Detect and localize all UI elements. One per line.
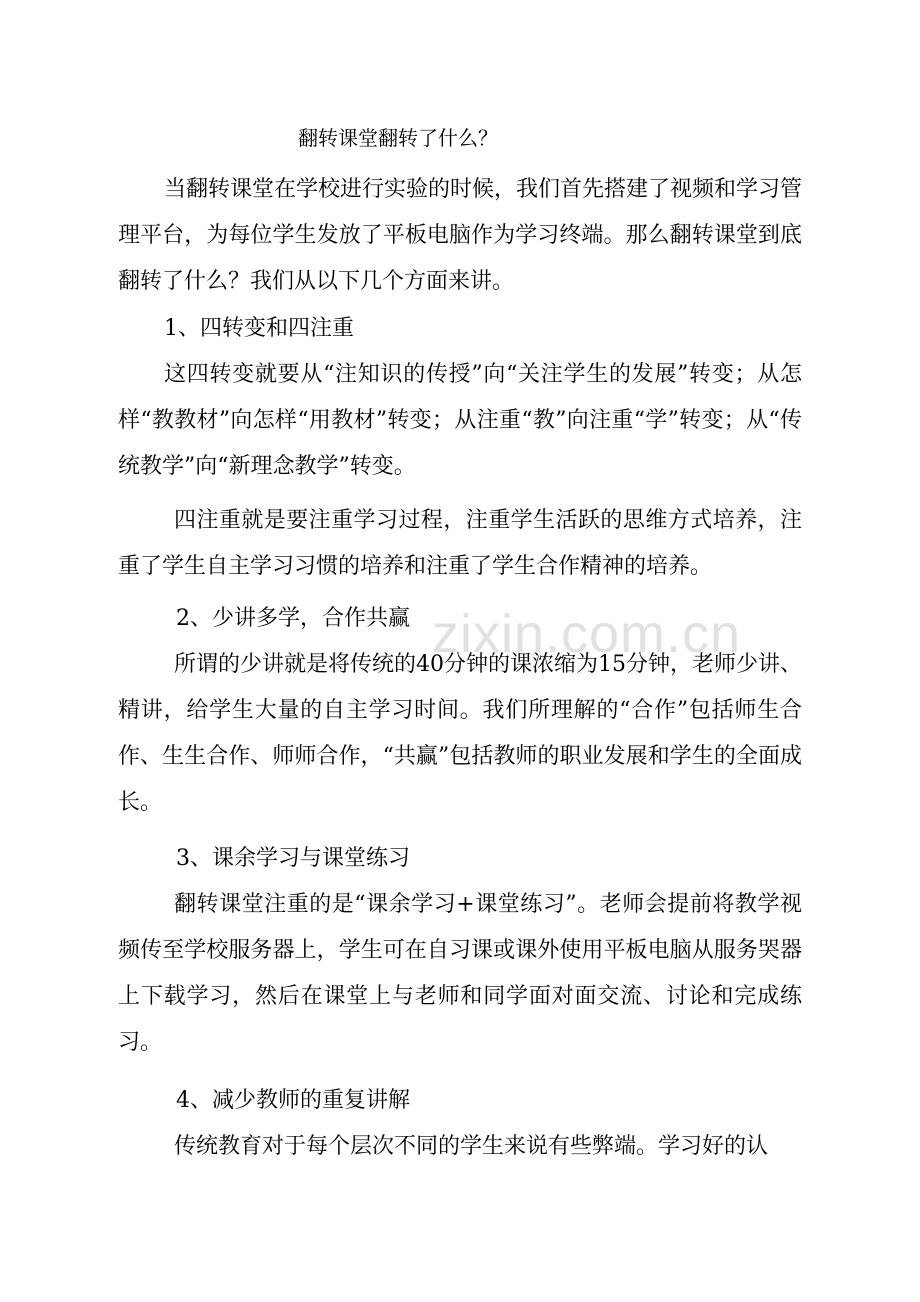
section-heading-1: 1、四转变和四注重	[164, 316, 354, 341]
intro-paragraph: 当翻转课堂在学校进行实验的时候，我们首先搭建了视频和学习管理平台，为每位学生发放了平板电脑作为学习终端。那么翻转课堂到底翻转了什么？我们从以下几个方面来讲。	[118, 177, 803, 294]
focus-paragraph: 四注重就是要注重学习过程，注重学生活跃的思维方式培养，注重了学生自主学习习惯的培养和注重了学生合作精神的培养。	[118, 508, 802, 579]
section-heading-4: 4、减少教师的重复讲解	[176, 1088, 410, 1113]
section-heading-2: 2、少讲多学，合作共赢	[176, 606, 410, 631]
section-heading-3: 3、课余学习与课堂练习	[176, 846, 410, 871]
document-title: 翻转课堂翻转了什么？	[298, 126, 498, 150]
practice-paragraph: 翻转课堂注重的是“课余学习+课堂练习”。老师会提前将教学视频传至学校服务器上，学生可在自习课或课外使用平板电脑从服务哭器上下载学习，然后在课堂上与老师和同学面对面交流、讨论和完成练习。	[118, 892, 802, 1055]
transform-paragraph: 这四转变就要从“注知识的传授”向“关注学生的发展”转变；从怎样“教教材”向怎样“用教材”转变；从注重“教”向注重“学”转变；从“传统教学”向“新理念教学”转变。	[118, 362, 802, 479]
cooperate-paragraph: 所谓的少讲就是将传统的40分钟的课浓缩为15分钟，老师少讲、精讲，给学生大量的自主学习时间。我们所理解的“合作”包括师生合作、生生合作、师师合作，“共赢”包括教师的职业发展和学生的全面成长。	[118, 652, 802, 815]
reduce-paragraph: 传统教育对于每个层次不同的学生来说有些弊端。学习好的认	[174, 1134, 769, 1159]
watermark: zixin.com.cn	[432, 604, 742, 664]
